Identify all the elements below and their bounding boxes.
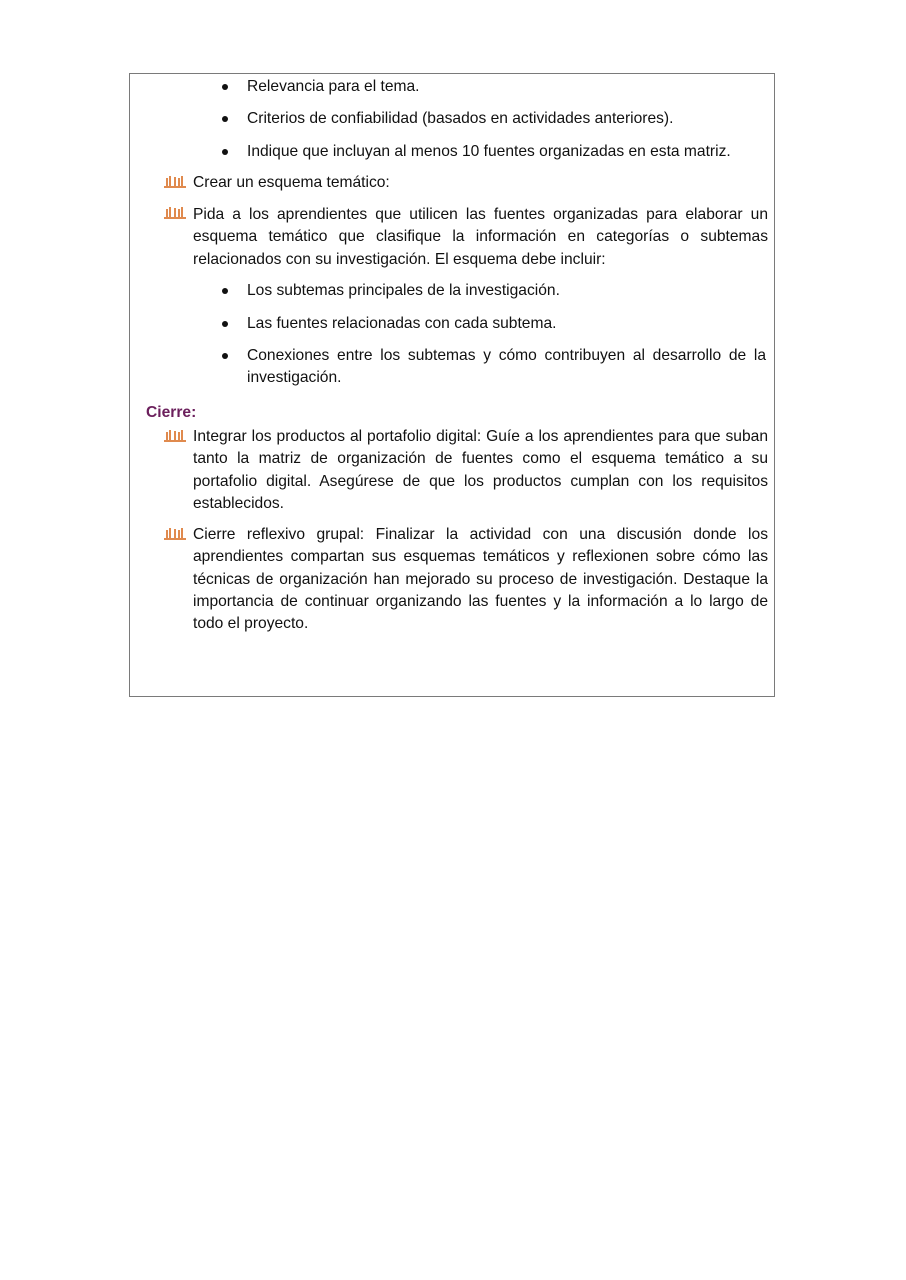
book-icon [164, 207, 186, 221]
item-esquema-body: Pida a los aprendientes que utilicen las fuentes organizadas para elaborar un esquema temático que clasifique la información en categorías o subtemas relacionados con su investigación. El esquema debe incluir: [193, 206, 768, 268]
bullet-item: Criterios de confiabilidad (basados en actividades anteriores). [247, 110, 674, 127]
book-icon [164, 176, 186, 190]
book-icon [164, 528, 186, 542]
cierre-heading: Cierre: [146, 404, 197, 421]
book-icon [164, 430, 186, 444]
bullet-dot [222, 149, 228, 155]
bullet-dot [222, 353, 228, 359]
bullet-item: Las fuentes relacionadas con cada subtema. [247, 315, 557, 332]
bullet-item: Indique que incluyan al menos 10 fuentes organizadas en esta matriz. [247, 143, 731, 160]
bullet-item: Los subtemas principales de la investigación. [247, 282, 560, 299]
cierre-item: Integrar los productos al portafolio digital: Guíe a los aprendientes para que suban tanto la matriz de organización de fuentes como el esquema temático a su portafolio digital. Asegúrese de que los productos cumplan con los requisitos establecidos. [193, 428, 768, 512]
bullet-item: Conexiones entre los subtemas y cómo contribuyen al desarrollo de la investigación. [247, 347, 766, 387]
bullet-dot [222, 321, 228, 327]
item-esquema-title: Crear un esquema temático: [193, 174, 390, 191]
bullet-dot [222, 84, 228, 90]
bullet-item: Relevancia para el tema. [247, 78, 420, 95]
bullet-dot [222, 288, 228, 294]
bullet-dot [222, 116, 228, 122]
cierre-item: Cierre reflexivo grupal: Finalizar la actividad con una discusión donde los aprendientes compartan sus esquemas temáticos y reflexionen sobre cómo las técnicas de organización han mejorado su proceso de investigación. Destaque la importancia de continuar organizando las fuentes y la información a lo largo de todo el proyecto. [193, 526, 768, 633]
